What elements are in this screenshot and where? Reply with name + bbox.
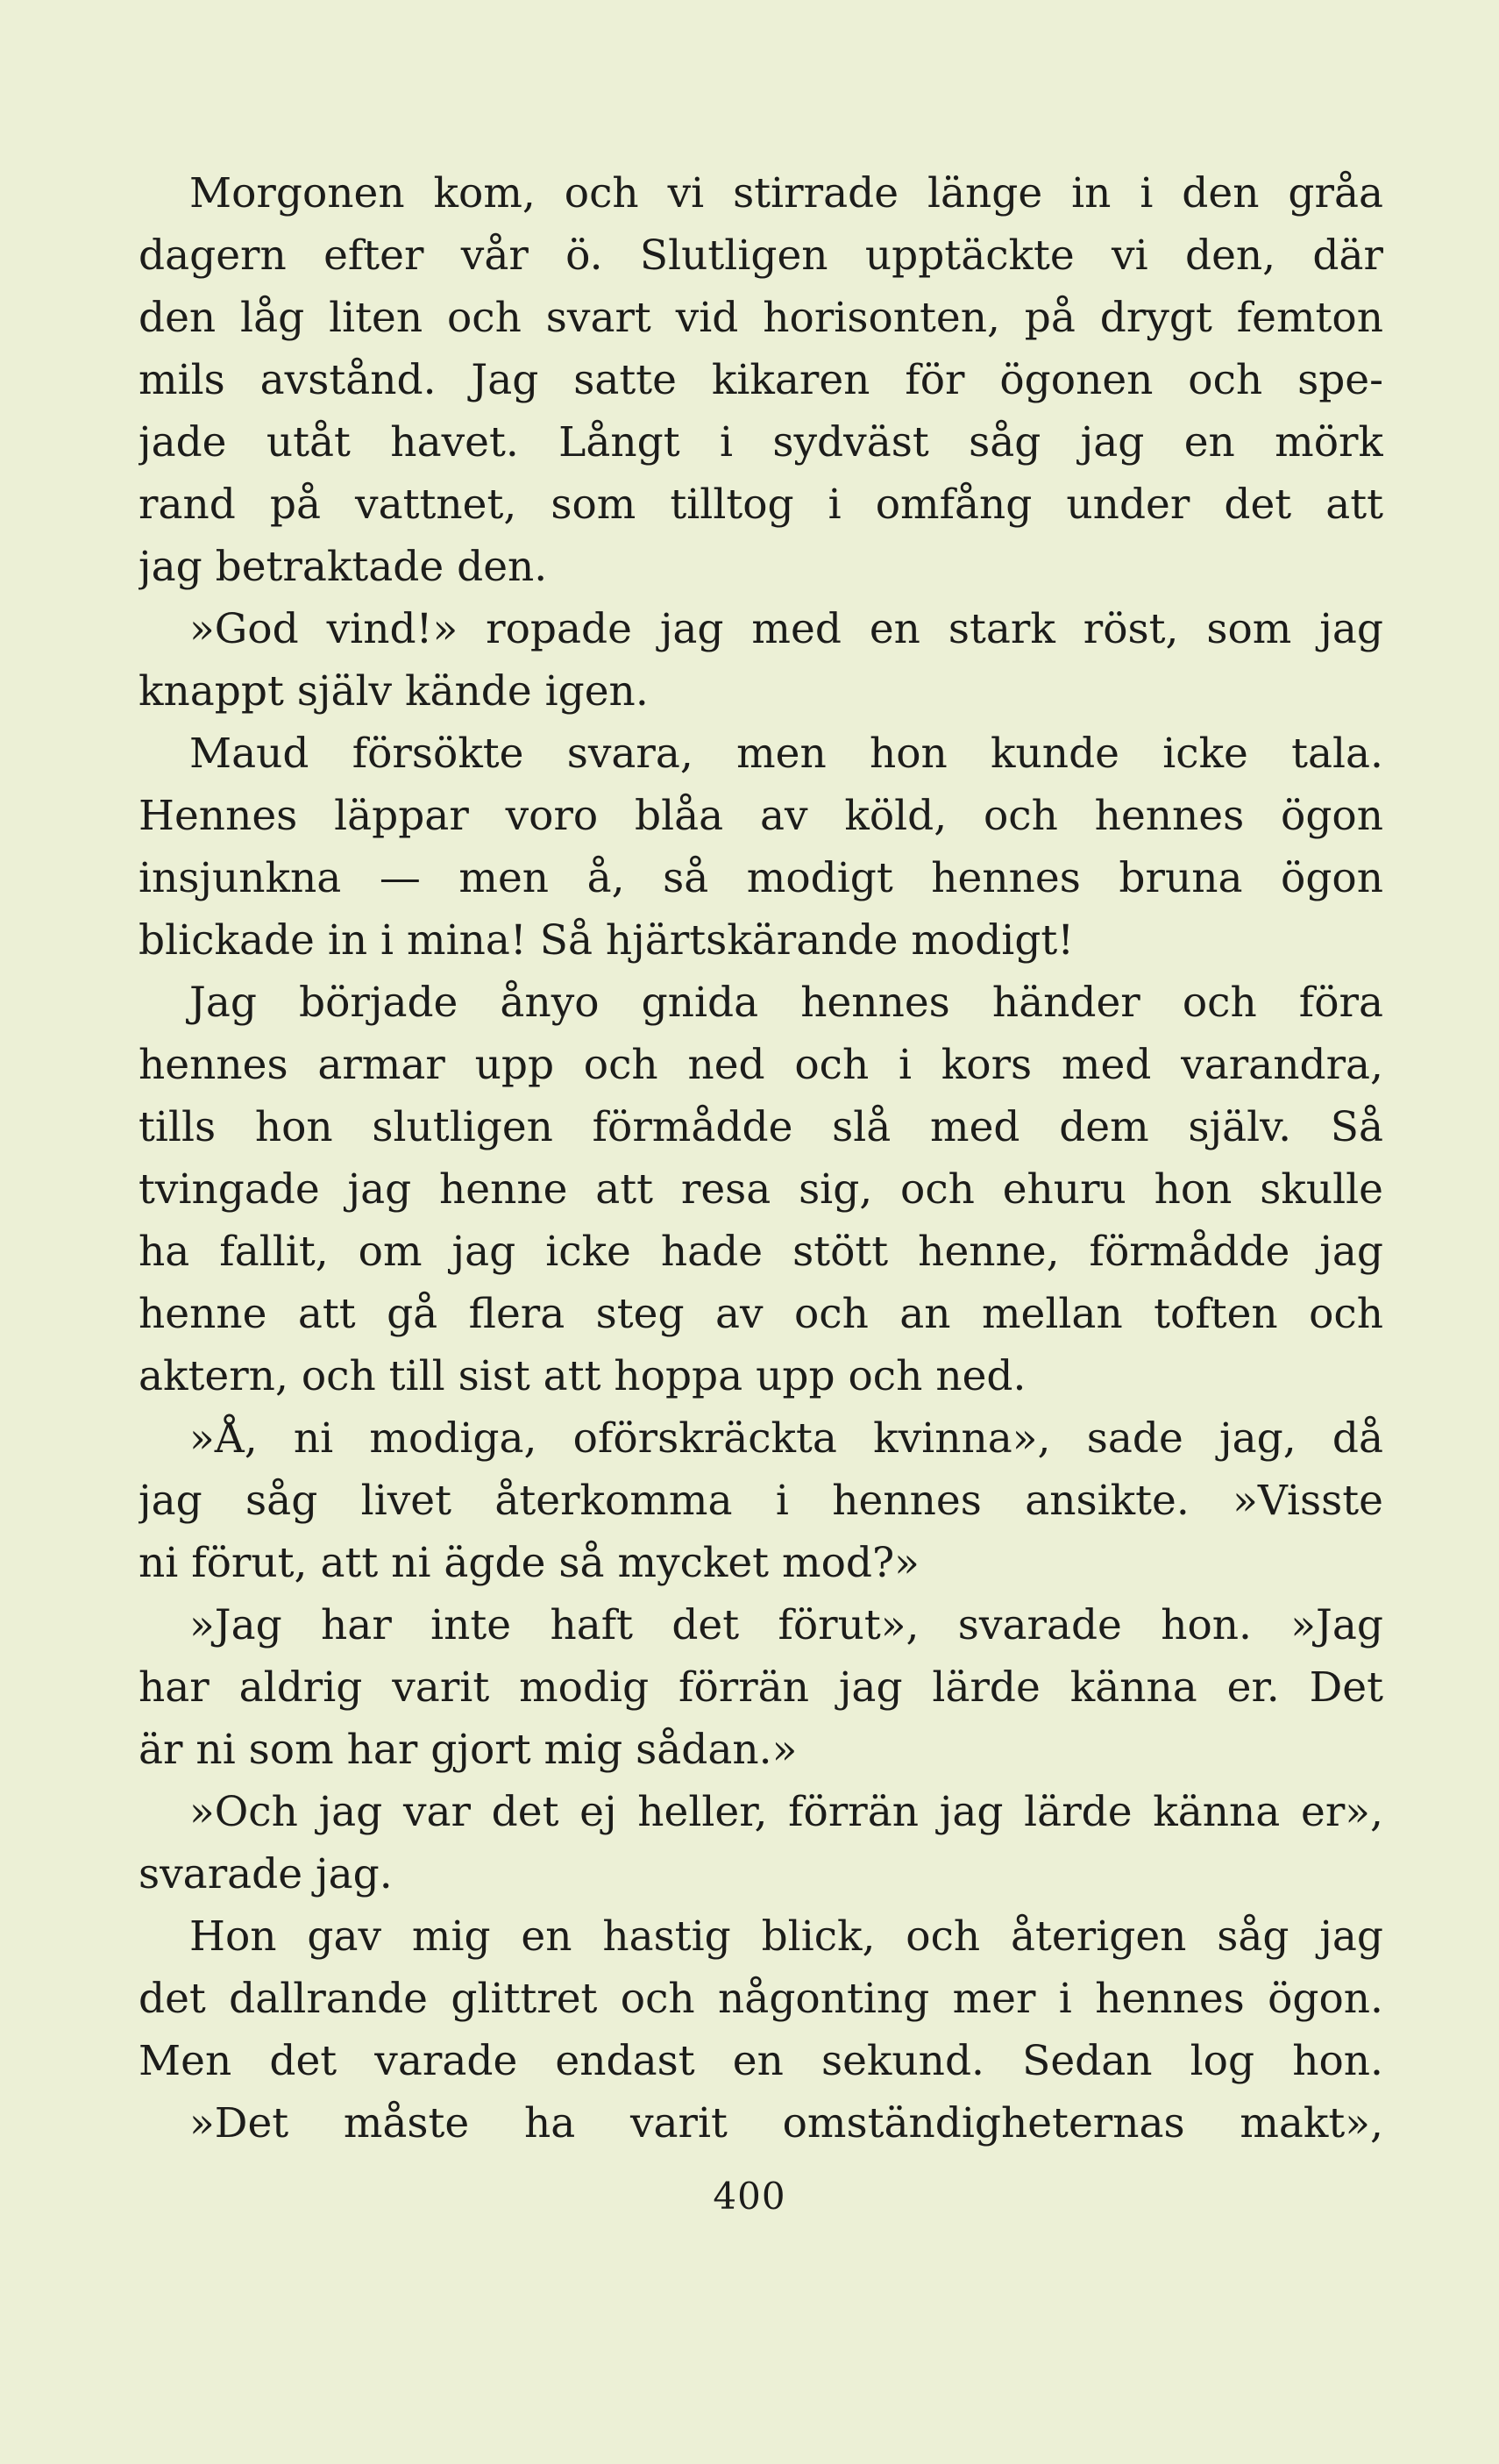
- text-line: »Jag har inte haft det förut», svarade hon. »Jag: [189, 1601, 1383, 1649]
- text-line: Morgonen kom, och vi stirrade länge in i den gråa: [189, 169, 1383, 217]
- page-number: 400: [713, 2175, 786, 2218]
- text-line: Men det varade endast en sekund. Sedan log hon.: [139, 2037, 1383, 2085]
- text-line: Hennes läppar voro blåa av köld, och hennes ögon: [139, 792, 1383, 840]
- text-line: »Det måste ha varit omständigheternas makt»,: [189, 2099, 1383, 2147]
- text-line: aktern, och till sist att hoppa upp och ned.: [139, 1352, 1027, 1400]
- text-line: ni förut, att ni ägde så mycket mod?»: [139, 1539, 920, 1587]
- text-line: dagern efter vår ö. Slutligen upptäckte vi den, där: [139, 231, 1383, 280]
- text-line: »Å, ni modiga, oförskräckta kvinna», sade jag, då: [189, 1414, 1383, 1463]
- text-line: det dallrande glittret och någonting mer i hennes ögon.: [139, 1975, 1383, 2023]
- text-line: rand på vattnet, som tilltog i omfång under det att: [139, 481, 1383, 529]
- text-line: Jag började ånyo gnida hennes händer och föra: [189, 979, 1383, 1027]
- text-line: »God vind!» ropade jag med en stark röst, som jag: [189, 605, 1383, 653]
- text-line: insjunkna — men å, så modigt hennes bruna ögon: [139, 854, 1383, 902]
- text-line: svarade jag.: [139, 1850, 393, 1898]
- text-line: hennes armar upp och ned och i kors med varandra,: [139, 1041, 1383, 1089]
- text-line: jade utåt havet. Långt i sydväst såg jag en mörk: [139, 418, 1383, 466]
- text-line: Hon gav mig en hastig blick, och återigen såg jag: [189, 1912, 1383, 1961]
- text-line: ha fallit, om jag icke hade stött henne, förmådde jag: [139, 1228, 1383, 1276]
- text-line: jag betraktade den.: [139, 543, 548, 591]
- text-line: den låg liten och svart vid horisonten, på drygt femton: [139, 294, 1383, 342]
- text-line: jag såg livet återkomma i hennes ansikte. »Visste: [139, 1477, 1383, 1525]
- text-line: mils avstånd. Jag satte kikaren för ögonen och spe-: [139, 356, 1383, 404]
- text-line: Maud försökte svara, men hon kunde icke tala.: [189, 730, 1383, 778]
- text-line: tvingade jag henne att resa sig, och ehuru hon skulle: [139, 1165, 1383, 1214]
- text-line: knappt själv kände igen.: [139, 667, 649, 716]
- body-text: [139, 162, 1383, 2154]
- text-line: är ni som har gjort mig sådan.»: [139, 1726, 798, 1774]
- text-line: henne att gå flera steg av och an mellan toften och: [139, 1290, 1383, 1338]
- text-line: blickade in i mina! Så hjärtskärande modigt!: [139, 916, 1075, 965]
- text-line: tills hon slutligen förmådde slå med dem själv. Så: [139, 1103, 1383, 1151]
- text-line: »Och jag var det ej heller, förrän jag lärde känna er»,: [189, 1788, 1383, 1836]
- text-line: har aldrig varit modig förrän jag lärde känna er. Det: [139, 1663, 1383, 1712]
